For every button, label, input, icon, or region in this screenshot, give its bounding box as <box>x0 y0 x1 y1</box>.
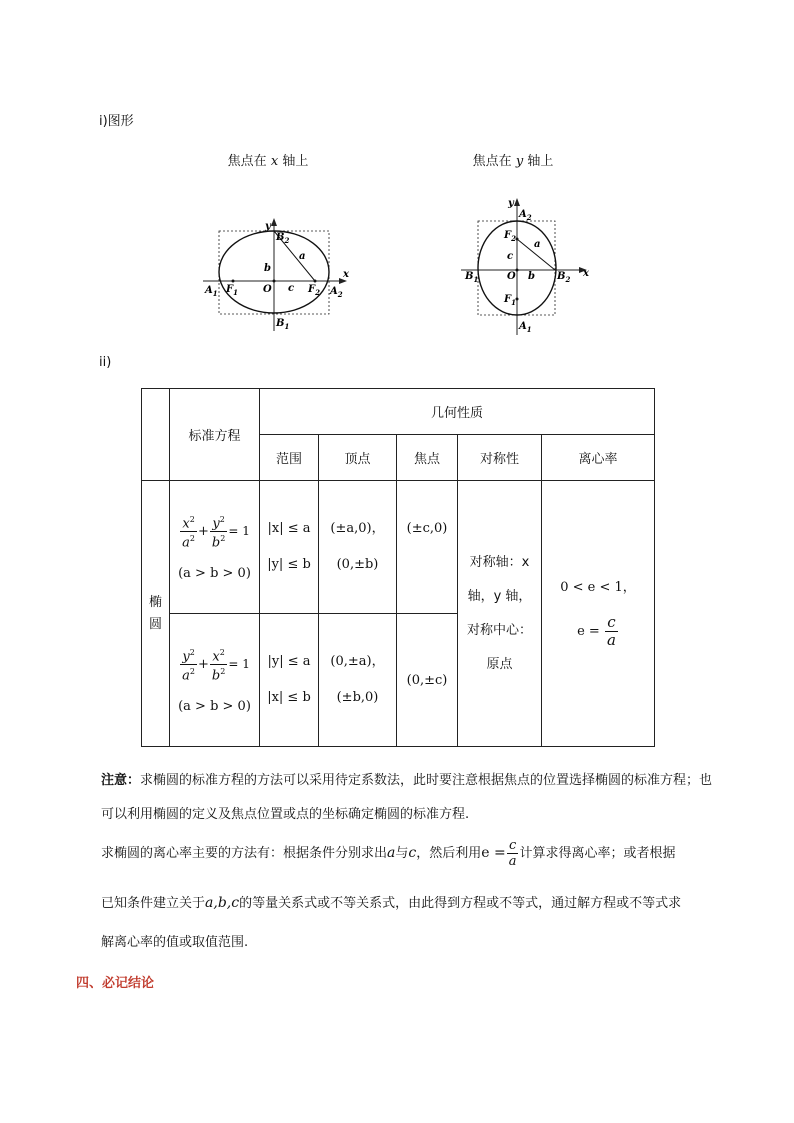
eccentricity-paragraph-cont: 已知条件建立关于a,b,c的等量关系式或不等关系式，由此得到方程或不等式，通过解方程或不等式求 <box>101 895 682 911</box>
label-F2: $F_2$ <box>308 284 320 297</box>
section-heading-4: 四、必记结论 <box>76 976 155 991</box>
label-b: b <box>528 271 535 282</box>
eccentricity-cell: 0 < e < 1， e = $\frac{c}{a}$ <box>542 481 655 747</box>
eccentricity-paragraph-end: 解离心率的值或取值范围. <box>101 935 249 950</box>
section-i-label: i)图形 <box>99 114 134 129</box>
symmetry-cell: 对称轴：x 轴，y 轴， 对称中心： 原点 <box>458 481 542 747</box>
label-x: x <box>583 268 589 279</box>
caption-y-text: 焦点在 <box>472 154 512 169</box>
caption-x-text: 焦点在 <box>227 154 267 169</box>
label-A2: $A_2$ <box>330 286 343 299</box>
note-paragraph <box>101 764 723 832</box>
caption-foci-x <box>178 150 358 169</box>
label-c: c <box>288 283 295 294</box>
caption-x-var: x <box>270 154 279 169</box>
ecc-formula: e = $\frac{c}{a}$ <box>577 613 616 649</box>
label-a: a <box>534 239 541 250</box>
ellipse-diagram-x <box>195 215 365 335</box>
vertex-y: (0,±a)， (±b,0) <box>319 614 397 747</box>
label-O: O <box>263 284 272 295</box>
caption-y-var: y <box>515 154 524 169</box>
label-F1: $F_1$ <box>226 284 238 297</box>
label-A1: $A_1$ <box>519 321 532 334</box>
label-B1: $B_1$ <box>276 318 290 331</box>
focus-x: (±c,0) <box>397 481 458 614</box>
label-A1: $A_1$ <box>205 285 218 298</box>
range-x: |x| ≤ a |y| ≤ b <box>260 481 319 614</box>
cond-x: (a > b > 0) <box>178 566 251 582</box>
caption-y-tail: 轴上 <box>527 154 554 169</box>
corner-cell <box>142 389 170 481</box>
label-A2: $A_2$ <box>519 209 532 222</box>
label-O: O <box>507 271 516 282</box>
y-axis-arrow <box>271 218 277 226</box>
label-B2: $B_2$ <box>276 232 290 245</box>
cond-y: (a > b > 0) <box>178 699 251 715</box>
header-focus: 焦点 <box>397 435 458 481</box>
header-geo: 几何性质 <box>260 389 655 435</box>
std-eq-y <box>170 614 260 747</box>
caption-x-tail: 轴上 <box>282 154 309 169</box>
header-ecc: 离心率 <box>542 435 655 481</box>
header-vertex: 顶点 <box>319 435 397 481</box>
header-sym: 对称性 <box>458 435 542 481</box>
label-a: a <box>299 251 306 262</box>
section-ii-label: ii) <box>99 355 112 370</box>
label-b: b <box>264 263 271 274</box>
header-std-eq: 标准方程 <box>170 389 260 481</box>
ellipse-properties-table <box>141 388 655 747</box>
label-y: y <box>508 198 514 209</box>
ellipse-diagram-y <box>455 195 595 345</box>
std-eq-x <box>170 481 260 614</box>
label-c: c <box>507 251 514 262</box>
label-B2: $B_2$ <box>557 271 571 284</box>
label-y: y <box>265 221 271 232</box>
eccentricity-paragraph: 求椭圆的离心率主要的方法有：根据条件分别求出a与c，然后利用e = $\frac{c}{a}$ 计算求得离心率；或者根据 <box>101 838 676 869</box>
label-F1: $F_1$ <box>504 294 516 307</box>
caption-foci-y <box>423 150 603 169</box>
equation-y: $\frac{y^2}{a^2}$ + $\frac{x^2}{b^2}$ = 1 <box>182 647 250 684</box>
vertex-x: (±a,0)， (0,±b) <box>319 481 397 614</box>
range-y: |y| ≤ a |x| ≤ b <box>260 614 319 747</box>
focus-y: (0,±c) <box>397 614 458 747</box>
label-B1: $B_1$ <box>465 271 479 284</box>
equation-x: $\frac{x^2}{a^2}$ + $\frac{y^2}{b^2}$ = 1 <box>182 514 250 551</box>
label-F2: $F_2$ <box>504 230 516 243</box>
note-label: 注意： <box>101 773 141 788</box>
y-axis-arrow <box>514 198 520 206</box>
label-x: x <box>343 269 349 280</box>
note-text: 求椭圆的标准方程的方法可以采用待定系数法，此时要注意根据焦点的位置选择椭圆的标准方程；也可以利用椭圆的定义及焦点位置或点的坐标确定椭圆的标准方程. <box>101 773 713 822</box>
header-range: 范围 <box>260 435 319 481</box>
row-label-ellipse: 椭圆 <box>142 481 170 747</box>
